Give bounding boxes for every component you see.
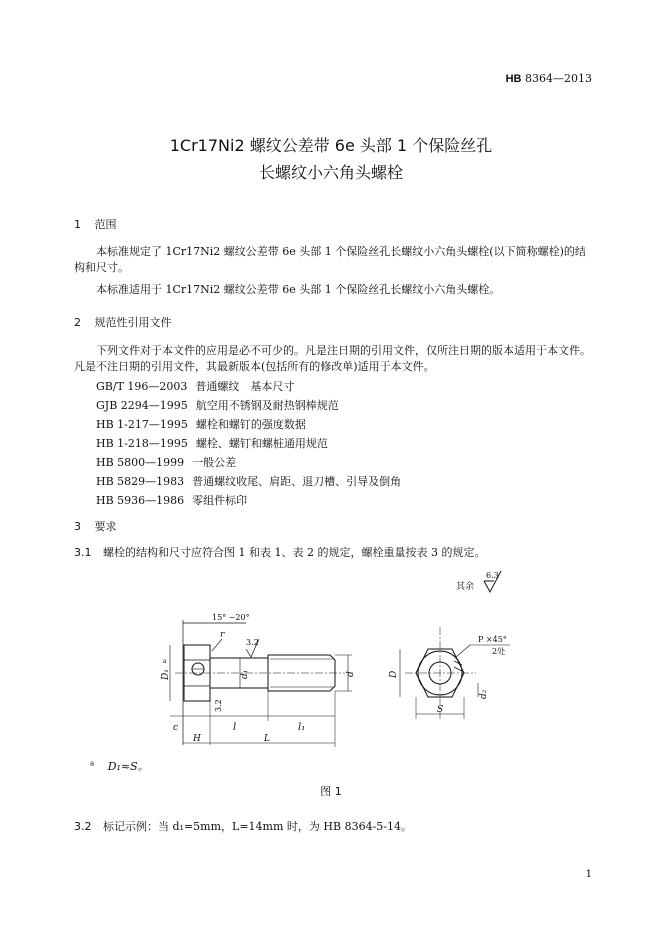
doc-prefix: HB	[505, 73, 522, 85]
section-2-number: 2	[74, 316, 81, 329]
document-number	[506, 72, 592, 85]
footnote-marker: a	[90, 759, 95, 768]
roughness-label: 其余	[456, 582, 475, 592]
places-label: 2处	[492, 647, 506, 656]
section-1-para-2: 本标准适用于 1Cr17Ni2 螺纹公差带 6e 头部 1 个保险丝孔长螺纹小六角头螺栓。	[96, 283, 501, 296]
chamfer-leader	[456, 645, 470, 657]
dim-d: d	[346, 671, 356, 677]
ref-name: 螺栓、螺钉和螺桩通用规范	[195, 437, 328, 450]
ref-item	[96, 397, 339, 413]
local-roughness-bottom: 3.2	[214, 699, 223, 712]
dim-r: r	[220, 630, 225, 640]
local-roughness-top: 3.2	[246, 638, 259, 647]
figure-footnote	[90, 758, 149, 774]
clause-3-2	[74, 819, 412, 835]
ref-item	[96, 435, 328, 451]
ref-name: 航空用不锈钢及耐热钢棒规范	[195, 399, 339, 412]
ref-code: HB 1-217—1995	[96, 418, 188, 431]
page-number: 1	[585, 869, 592, 880]
roughness-value: 6.3	[486, 571, 499, 580]
angle-label: 15° ~20°	[212, 613, 250, 622]
figure-caption: 图 1	[320, 785, 342, 798]
clause-3-2-number: 3.2	[74, 820, 92, 833]
section-1-title: 范围	[94, 218, 117, 231]
ref-item	[96, 492, 247, 508]
clause-3-1-number: 3.1	[74, 546, 92, 559]
ref-item	[96, 454, 236, 470]
section-2-heading	[74, 314, 172, 330]
dim-c: c	[173, 723, 179, 733]
ref-code: HB 5800—1999	[96, 456, 185, 469]
ref-item	[96, 473, 401, 489]
ref-name: 螺栓和螺钉的强度数据	[195, 418, 306, 431]
clause-3-1-text: 螺栓的结构和尺寸应符合图 1 和表 1、表 2 的规定，螺栓重量按表 3 的规定。	[103, 546, 486, 559]
clause-3-1	[74, 545, 485, 561]
ref-name: 普通螺纹 基本尺寸	[195, 380, 295, 393]
dim-H: H	[193, 734, 201, 744]
ref-name: 普通螺纹收尾、肩距、退刀槽、引导及倒角	[192, 475, 402, 488]
section-2-intro: 下列文件对于本文件的应用是必不可少的。凡是注日期的引用文件，仅所注日期的版本适用于本文件。凡是不注日期的引用文件，其最新版本(包括所有的修改单)适用于本文件。	[74, 344, 591, 373]
title-line-1: 1Cr17Ni2 螺纹公差带 6e 头部 1 个保险丝孔	[169, 136, 493, 155]
r-leader	[212, 639, 222, 651]
title-line-2: 长螺纹小六角头螺栓	[258, 163, 403, 182]
section-3-number: 3	[74, 520, 81, 533]
dim-D1: D₁	[161, 669, 171, 680]
ref-name: 零组件标印	[192, 494, 248, 507]
ref-code: HB 5829—1983	[96, 475, 185, 488]
dim-l1: l₁	[298, 722, 306, 733]
doc-number: 8364—2013	[525, 72, 592, 85]
ref-code: HB 1-218—1995	[96, 437, 188, 450]
dim-d1: d₁	[240, 669, 250, 679]
section-1-para-1: 本标准规定了 1Cr17Ni2 螺纹公差带 6e 头部 1 个保险丝孔长螺纹小六角头螺栓(以下简称螺栓)的结构和尺寸。	[74, 245, 586, 274]
footnote-text: D₁≈S。	[107, 760, 149, 773]
section-3-heading	[74, 518, 117, 534]
ref-name: 一般公差	[192, 456, 237, 469]
dim-D: D	[389, 670, 399, 678]
ref-code: GJB 2294—1995	[96, 399, 188, 412]
ref-item	[96, 416, 306, 432]
section-1-heading	[74, 216, 117, 232]
clause-3-2-text: 标记示例：当 d₁=5mm，L=14mm 时，为 HB 8364-5-14。	[103, 820, 412, 833]
dim-d2: d₂	[479, 689, 489, 699]
ref-item	[96, 378, 294, 394]
section-3-title: 要求	[94, 520, 117, 533]
dim-L: L	[264, 734, 270, 744]
section-1-number: 1	[74, 218, 81, 231]
ref-code: HB 5936—1986	[96, 494, 185, 507]
ref-code: GB/T 196—2003	[96, 380, 188, 393]
dim-l: l	[233, 722, 237, 733]
chamfer-label: P ×45°	[478, 635, 507, 644]
note-marker: a	[163, 658, 167, 665]
section-2-title: 规范性引用文件	[94, 316, 172, 329]
dim-S: S	[437, 705, 444, 715]
